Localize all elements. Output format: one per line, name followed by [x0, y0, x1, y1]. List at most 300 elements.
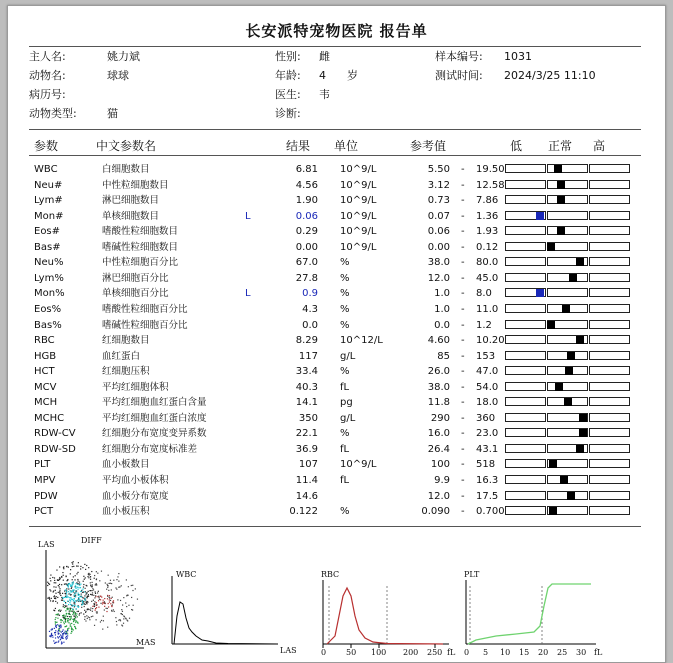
- diff-dot: [74, 579, 75, 580]
- ref-high: 0.700: [476, 506, 505, 518]
- diff-dot: [116, 579, 117, 580]
- param-cn-name: 平均红细胞体积: [102, 381, 169, 393]
- diff-dot: [55, 625, 56, 626]
- diff-dot: [54, 598, 55, 599]
- diff-dot: [72, 611, 73, 612]
- diff-dot: [77, 622, 78, 623]
- diff-dot: [78, 606, 79, 607]
- diff-dot: [77, 583, 78, 584]
- diff-dot: [64, 597, 65, 598]
- diff-dot: [86, 565, 87, 566]
- diff-dot: [73, 612, 74, 613]
- diff-dot: [89, 617, 90, 618]
- diff-dot: [66, 580, 67, 581]
- ref-separator: -: [461, 412, 465, 424]
- diff-dot: [69, 602, 70, 603]
- diff-dot: [54, 643, 55, 644]
- range-low-segment: [505, 397, 546, 406]
- diff-dot: [73, 600, 74, 601]
- diff-dot: [66, 613, 67, 614]
- diff-dot: [108, 590, 109, 591]
- range-marker: [576, 445, 584, 453]
- diff-dot: [53, 590, 54, 591]
- diff-dot: [81, 612, 82, 613]
- range-marker: [565, 367, 573, 375]
- diff-dot: [61, 636, 62, 637]
- range-low-segment: [505, 382, 546, 391]
- diff-dot: [49, 631, 50, 632]
- param-cn-name: 血小板压积: [102, 506, 150, 518]
- diff-dot: [63, 604, 64, 605]
- diff-dot: [88, 616, 89, 617]
- diff-dot: [63, 632, 64, 633]
- diff-dot: [54, 582, 55, 583]
- param-cn-name: 单核细胞百分比: [102, 288, 169, 300]
- ref-low: 9.9: [434, 475, 450, 486]
- diff-dot: [70, 633, 71, 634]
- diff-dot: [131, 597, 132, 598]
- param-cn-name: 中性粒细胞百分比: [102, 257, 179, 269]
- diff-dot: [85, 611, 86, 612]
- range-high-segment: [589, 335, 630, 344]
- diff-dot: [87, 576, 88, 577]
- range-indicator: [505, 413, 630, 423]
- ref-separator: -: [461, 506, 465, 518]
- ref-separator: -: [461, 459, 465, 471]
- result-unit: 10^9/L: [340, 195, 377, 207]
- diff-dot: [92, 606, 93, 607]
- diff-dot: [68, 604, 69, 605]
- diff-dot: [63, 606, 64, 607]
- diff-dot: [79, 613, 80, 614]
- rbc-plot: [313, 566, 458, 661]
- diff-dot: [84, 591, 85, 592]
- diff-dot: [79, 585, 80, 586]
- report-sheet: [7, 5, 666, 663]
- diff-dot: [66, 605, 67, 606]
- diff-dot: [90, 585, 91, 586]
- ref-high: 518: [476, 459, 496, 471]
- table-row: [34, 162, 644, 178]
- param-code: HGB: [34, 350, 57, 362]
- diff-dot: [63, 580, 64, 581]
- result-value: 8.29: [295, 335, 318, 347]
- diff-dot: [104, 601, 105, 602]
- diff-dot: [76, 613, 77, 614]
- diff-dot: [74, 593, 75, 594]
- header-cn: 中文参数名: [96, 139, 157, 153]
- diff-dot: [60, 595, 61, 596]
- diff-dot: [55, 637, 56, 638]
- diff-dot: [63, 629, 64, 630]
- diff-dot: [73, 621, 74, 622]
- ref-low: 38.0: [427, 257, 450, 269]
- range-low-segment: [505, 428, 546, 437]
- diff-dot: [113, 600, 114, 601]
- range-indicator: [505, 459, 630, 469]
- ref-separator: -: [461, 443, 465, 455]
- diff-dot: [98, 597, 99, 598]
- diff-dot: [66, 636, 67, 637]
- ref-high: 54.0: [476, 381, 499, 393]
- diff-dot: [79, 582, 80, 583]
- diff-dot: [52, 629, 53, 630]
- diff-dot: [59, 586, 60, 587]
- diff-dot: [71, 588, 72, 589]
- diff-dot: [57, 636, 58, 637]
- diff-dot: [68, 613, 69, 614]
- diff-dot: [55, 623, 56, 624]
- range-high-segment: [589, 226, 630, 235]
- diff-dot: [96, 583, 97, 584]
- diff-dot: [51, 598, 52, 599]
- range-low-segment: [505, 226, 546, 235]
- diff-dot: [70, 625, 71, 626]
- diff-dot: [83, 602, 84, 603]
- table-row: [34, 318, 644, 334]
- diff-dot: [55, 621, 56, 622]
- diff-dot: [62, 638, 63, 639]
- diff-title: DIFF: [81, 536, 102, 545]
- diff-dot: [65, 596, 66, 597]
- rbc-unit: fL: [447, 648, 456, 657]
- param-code: Neu%: [34, 257, 64, 269]
- sex-label: 性别:: [275, 50, 301, 63]
- param-code: PDW: [34, 490, 58, 502]
- rbc-tick-100: 100: [371, 648, 387, 657]
- range-marker: [567, 352, 575, 360]
- range-marker: [554, 165, 562, 173]
- ref-high: 19.50: [476, 164, 505, 175]
- diff-dot: [105, 582, 106, 583]
- diff-dot: [73, 576, 74, 577]
- ref-low: 0.00: [427, 241, 450, 253]
- diff-dot: [86, 601, 87, 602]
- diff-dot: [66, 576, 67, 577]
- plt-title: PLT: [464, 570, 480, 579]
- diff-dot: [92, 592, 93, 593]
- diff-dot: [87, 597, 88, 598]
- diff-dot: [87, 596, 88, 597]
- diff-dot: [72, 619, 73, 620]
- diff-dot: [103, 600, 104, 601]
- diff-dot: [60, 634, 61, 635]
- param-code: Lym%: [34, 272, 64, 284]
- ref-separator: -: [461, 241, 465, 253]
- diff-dot: [77, 606, 78, 607]
- diff-dot: [121, 585, 122, 586]
- diff-dot: [49, 589, 50, 590]
- header-low: 低: [510, 139, 523, 153]
- diff-dot: [127, 620, 128, 621]
- diff-dot: [66, 615, 67, 616]
- ref-separator: -: [461, 381, 465, 393]
- table-row: [34, 489, 644, 505]
- diff-dot: [63, 617, 64, 618]
- time-label: 测试时间:: [435, 69, 483, 82]
- diff-dot: [65, 626, 66, 627]
- range-high-segment: [589, 242, 630, 251]
- range-low-segment: [505, 180, 546, 189]
- range-low-segment: [505, 366, 546, 375]
- diff-dot: [60, 610, 61, 611]
- diff-dot: [85, 594, 86, 595]
- diff-dot: [88, 577, 89, 578]
- range-normal-segment: [547, 273, 588, 282]
- doctor-value: 韦: [319, 88, 330, 101]
- diff-dot: [133, 605, 134, 606]
- range-low-segment: [505, 491, 546, 500]
- diff-dot: [93, 600, 94, 601]
- diff-dot: [75, 627, 76, 628]
- range-high-segment: [589, 164, 630, 173]
- age-value: 4: [319, 69, 326, 82]
- diff-dot: [50, 580, 51, 581]
- ref-low: 0.0: [434, 319, 450, 331]
- range-indicator: [505, 428, 630, 438]
- diff-dot: [76, 565, 77, 566]
- range-high-segment: [589, 413, 630, 422]
- result-value: 14.1: [295, 397, 318, 409]
- time-value: 2024/3/25 11:10: [504, 69, 596, 82]
- param-cn-name: 中性粒细胞数目: [102, 179, 169, 191]
- diff-dot: [110, 583, 111, 584]
- range-indicator: [505, 195, 630, 205]
- diff-dot: [56, 569, 57, 570]
- ref-high: 8.0: [476, 288, 492, 300]
- diff-dot: [68, 584, 69, 585]
- diff-dot: [71, 627, 72, 628]
- ref-high: 18.0: [476, 397, 499, 409]
- diff-dot: [111, 598, 112, 599]
- range-indicator: [505, 180, 630, 190]
- diff-dot: [59, 628, 60, 629]
- diff-dot: [71, 599, 72, 600]
- plt-tick-0: 0: [464, 648, 470, 657]
- diff-dot: [58, 630, 59, 631]
- diff-dot: [77, 572, 78, 573]
- table-row: [34, 349, 644, 365]
- diff-dot: [100, 621, 101, 622]
- header-high: 高: [593, 139, 606, 153]
- diff-dot: [68, 567, 69, 568]
- diff-dot: [73, 624, 74, 625]
- ref-separator: -: [461, 335, 465, 347]
- diff-dot: [66, 608, 67, 609]
- diff-dot: [70, 604, 71, 605]
- diff-dot: [63, 642, 64, 643]
- diff-dot: [59, 615, 60, 616]
- param-cn-name: 血小板数目: [102, 459, 150, 471]
- diff-dot: [59, 636, 60, 637]
- diff-dot: [106, 611, 107, 612]
- range-marker: [576, 258, 584, 266]
- ref-separator: -: [461, 179, 465, 191]
- result-unit: %: [340, 303, 350, 315]
- diff-dot: [63, 618, 64, 619]
- result-unit: 10^9/L: [340, 179, 377, 191]
- table-row: [34, 380, 644, 396]
- diff-dot: [66, 585, 67, 586]
- diff-dot: [73, 629, 74, 630]
- diff-dot: [62, 636, 63, 637]
- rbc-histogram: [313, 566, 458, 661]
- diff-dot: [62, 633, 63, 634]
- diff-dot: [76, 600, 77, 601]
- diff-dot: [123, 618, 124, 619]
- diff-dot: [81, 604, 82, 605]
- param-cn-name: 嗜碱性粒细胞百分比: [102, 319, 188, 331]
- result-value: 22.1: [295, 428, 318, 440]
- diff-dot: [89, 590, 90, 591]
- range-indicator: [505, 351, 630, 361]
- diff-dot: [79, 587, 80, 588]
- diff-dot: [65, 620, 66, 621]
- ref-high: 0.12: [476, 241, 499, 253]
- diff-dot: [108, 603, 109, 604]
- ref-high: 47.0: [476, 366, 499, 378]
- diff-dot: [77, 616, 78, 617]
- diff-dot: [53, 586, 54, 587]
- diff-dot: [59, 591, 60, 592]
- range-normal-segment: [547, 288, 588, 297]
- diff-dot: [104, 598, 105, 599]
- diff-dot: [87, 618, 88, 619]
- diff-dot: [125, 602, 126, 603]
- ref-low: 0.06: [427, 226, 450, 238]
- ref-low: 3.12: [427, 179, 450, 191]
- diff-dot: [84, 606, 85, 607]
- param-cn-name: 血红蛋白: [102, 350, 141, 362]
- diff-dot: [58, 633, 59, 634]
- diff-dot: [93, 589, 94, 590]
- plt-tick-5: 5: [483, 648, 489, 657]
- diff-dot: [96, 607, 97, 608]
- diff-dot: [81, 596, 82, 597]
- param-cn-name: 白细胞数目: [102, 164, 150, 175]
- range-marker: [557, 196, 565, 204]
- range-high-segment: [589, 195, 630, 204]
- wbc-histogram: [168, 566, 303, 656]
- param-code: RBC: [34, 335, 55, 347]
- diff-dot: [83, 581, 84, 582]
- diff-dot: [80, 566, 81, 567]
- diff-dot: [126, 606, 127, 607]
- diff-dot: [119, 586, 120, 587]
- range-normal-segment: [547, 382, 588, 391]
- diff-dot: [58, 637, 59, 638]
- range-high-segment: [589, 506, 630, 515]
- diff-dot: [118, 581, 119, 582]
- ref-separator: -: [461, 319, 465, 331]
- result-unit: 10^9/L: [340, 241, 377, 253]
- diff-dot: [69, 597, 70, 598]
- diff-dot: [60, 625, 61, 626]
- diff-dot: [96, 613, 97, 614]
- diff-dot: [51, 633, 52, 634]
- range-low-segment: [505, 320, 546, 329]
- diff-dot: [60, 627, 61, 628]
- diff-dot: [76, 586, 77, 587]
- range-marker: [567, 492, 575, 500]
- diff-dot: [52, 577, 53, 578]
- diff-dot: [103, 620, 104, 621]
- diff-dot: [76, 615, 77, 616]
- range-marker: [549, 460, 557, 468]
- diff-dot: [82, 567, 83, 568]
- diff-dot: [107, 585, 108, 586]
- ref-high: 16.3: [476, 475, 499, 486]
- diff-dot: [59, 584, 60, 585]
- diff-dot: [61, 643, 62, 644]
- diff-dot: [108, 575, 109, 576]
- diff-dot: [62, 600, 63, 601]
- table-row: [34, 255, 644, 271]
- diff-dot: [76, 608, 77, 609]
- diff-dot: [96, 619, 97, 620]
- plt-histogram: [456, 566, 606, 661]
- diff-dot: [126, 579, 127, 580]
- diff-dot: [75, 587, 76, 588]
- diff-dot: [83, 598, 84, 599]
- ref-high: 1.2: [476, 319, 492, 331]
- diff-dot: [78, 601, 79, 602]
- ref-high: 153: [476, 350, 496, 362]
- range-low-segment: [505, 335, 546, 344]
- diff-dot: [77, 594, 78, 595]
- diff-dot: [81, 607, 82, 608]
- result-unit: 10^9/L: [340, 164, 377, 175]
- diff-dot: [88, 591, 89, 592]
- owner-label: 主人名:: [29, 50, 66, 63]
- diff-dot: [57, 602, 58, 603]
- animal-label: 动物名:: [29, 69, 66, 82]
- diff-dot: [64, 617, 65, 618]
- plt-tick-10: 10: [500, 648, 511, 657]
- diff-dot: [71, 623, 72, 624]
- diff-dot: [92, 586, 93, 587]
- diff-dot: [65, 593, 66, 594]
- diff-dot: [84, 579, 85, 580]
- diff-dot: [107, 598, 108, 599]
- diff-dot: [70, 623, 71, 624]
- range-low-segment: [505, 164, 546, 173]
- diff-dot: [67, 630, 68, 631]
- range-high-segment: [589, 444, 630, 453]
- diff-dot: [85, 598, 86, 599]
- diff-dot: [87, 602, 88, 603]
- ref-separator: -: [461, 164, 465, 175]
- ref-low: 11.8: [427, 397, 450, 409]
- result-value: 1.90: [295, 195, 318, 207]
- range-marker: [576, 336, 584, 344]
- diff-dot: [65, 631, 66, 632]
- diff-dot: [64, 601, 65, 602]
- diff-dot: [72, 584, 73, 585]
- diff-dot: [109, 601, 110, 602]
- range-normal-segment: [547, 195, 588, 204]
- rbc-tick-250: 250: [427, 648, 443, 657]
- diff-dot: [101, 571, 102, 572]
- diff-dot: [75, 585, 76, 586]
- wbc-title: WBC: [176, 570, 197, 579]
- diff-dot: [73, 615, 74, 616]
- diff-dot: [112, 597, 113, 598]
- diff-dot: [70, 590, 71, 591]
- diff-dot: [89, 574, 90, 575]
- diff-dot: [70, 594, 71, 595]
- diff-dot: [60, 639, 61, 640]
